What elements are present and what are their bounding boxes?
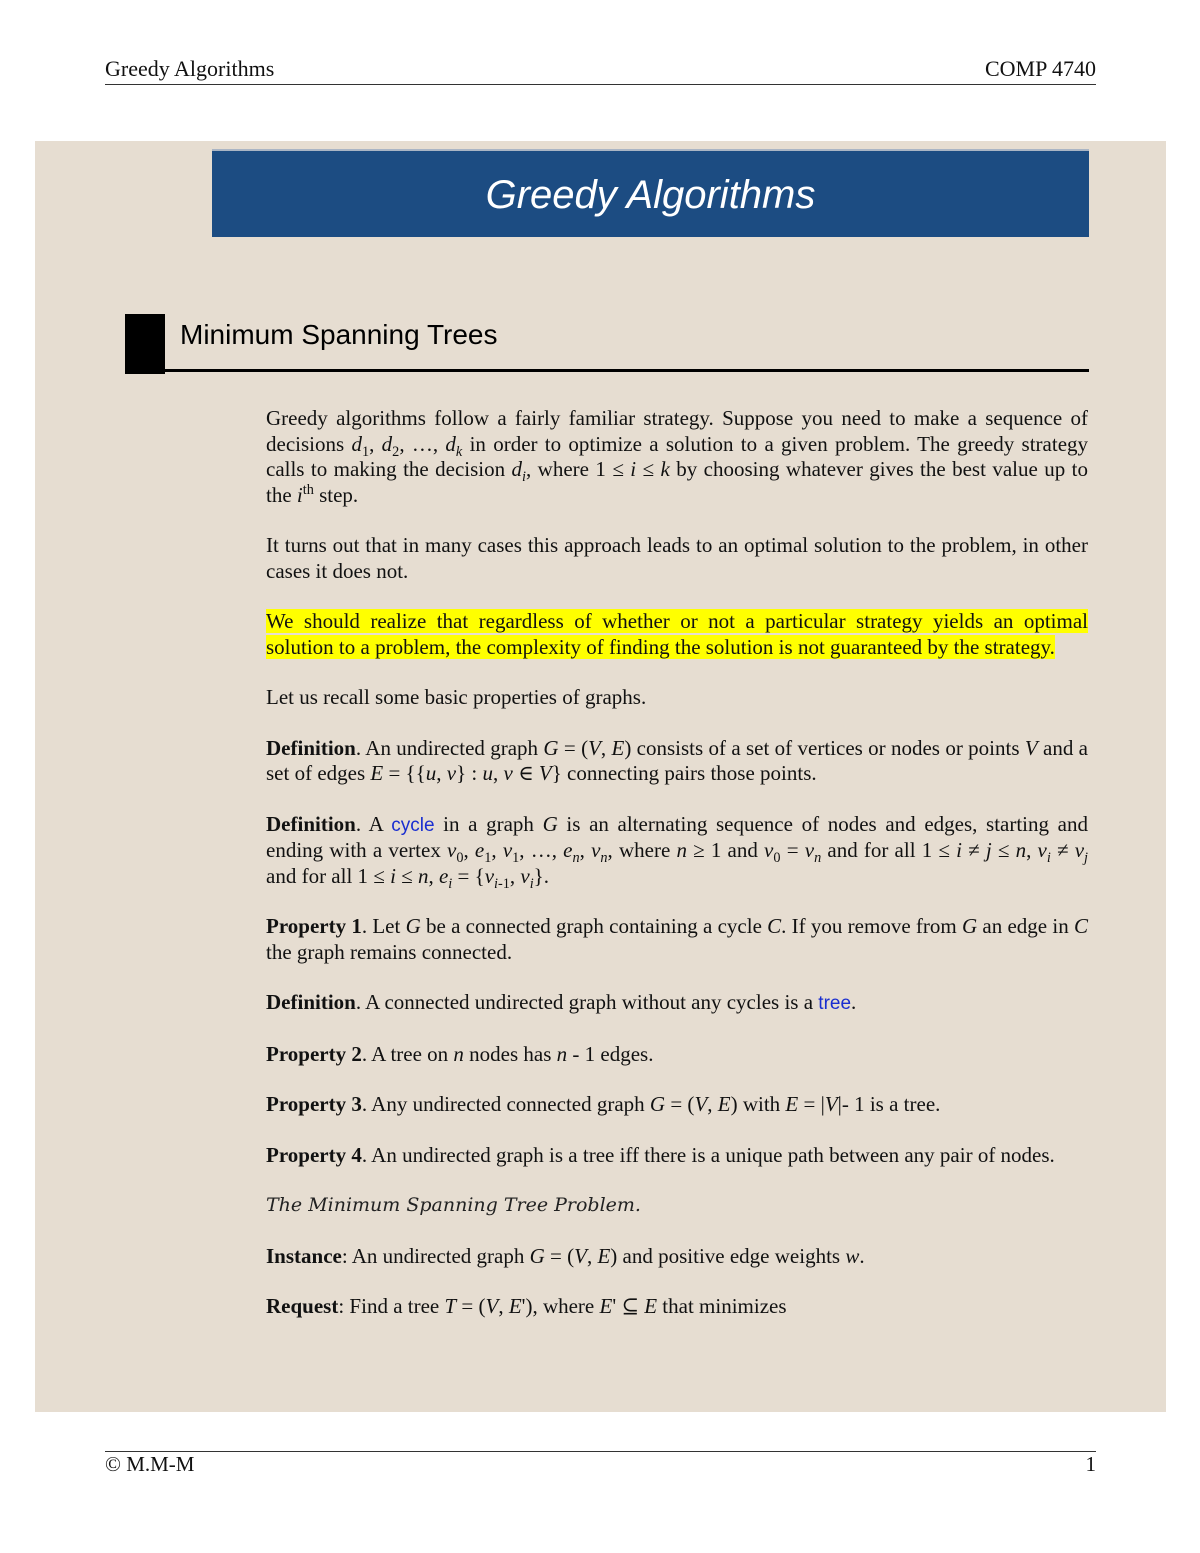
instance: Instance: An undirected graph G = (V, E) and positive edge weights w. <box>266 1243 865 1268</box>
property-3: Property 3. Any undirected connected graph G = (V, E) with E = |V|- 1 is a tree. <box>266 1092 941 1116</box>
section-rule <box>165 369 1089 372</box>
section-title: Minimum Spanning Trees <box>180 319 498 350</box>
tree-link[interactable]: tree <box>818 993 852 1014</box>
property-label: Property 2 <box>266 1041 362 1066</box>
paragraph-highlight <box>266 609 1088 660</box>
mst-problem-heading: The Minimum Spanning Tree Problem. <box>266 1194 641 1216</box>
request-label: Request <box>266 1294 339 1318</box>
paragraph-recall: Let us recall some basic properties of graphs. <box>266 685 647 709</box>
header-course: COMP 4740 <box>984 56 1096 81</box>
page-title: Greedy Algorithms <box>485 173 816 217</box>
page-panel <box>35 141 1166 1412</box>
running-header <box>105 56 1096 85</box>
request: Request: Find a tree T = (V, E'), where E' ⊆ E that minimizes <box>266 1294 787 1318</box>
property-label: Property 1 <box>266 914 362 938</box>
section-marker <box>125 314 165 374</box>
header-title: Greedy Algorithms <box>105 56 275 81</box>
page-number: 1 <box>1085 1452 1096 1476</box>
instance-label: Instance <box>266 1243 342 1268</box>
definition-label: Definition <box>266 811 356 836</box>
highlighted-text: We should realize that regardless of whether or not a particular strategy yields an optimal solution to a problem, the complexity of finding the solution is not guaranteed by the strategy. <box>266 609 1088 659</box>
property-2: Property 2. A tree on n nodes has n - 1 edges. <box>266 1041 654 1066</box>
property-4: Property 4. An undirected graph is a tree iff there is a unique path between any pair of nodes. <box>266 1142 1055 1167</box>
definition-label: Definition <box>266 735 356 760</box>
body-content <box>266 406 1088 1345</box>
paragraph-intro: Greedy algorithms follow a fairly familiar strategy. Suppose you need to make a sequence of decisions $d_1$, $d_2$, …, $d_k$ in order to optimize a solution to a given problem. The greedy strategy calls to making the decision $d_i$, where 1 ≤ i ≤ k by choosing whatever gives the best value up to the $i^{th}$ step. <box>266 406 1089 507</box>
page-footer <box>105 1451 1096 1476</box>
property-label: Property 3 <box>266 1092 362 1116</box>
definition-cycle: Definition. A cycle in a graph G is an alternating sequence of nodes and edges, starting and ending with a vertex $v_0$, $e_1$, $v_1$, …, $e_n$, $v_n$, where n ≥ 1 and $v_0 = v_n$ and for all 1 ≤ i ≠ j ≤ n, $v_i \ne v_j$ and for all 1 ≤ i ≤ n, $e_i = \{v_{i-1}$, $v_i$}. <box>266 811 1089 892</box>
cycle-link[interactable]: cycle <box>391 814 435 836</box>
definition-tree: Definition. A connected undirected graph without any cycles is a tree. <box>266 990 857 1014</box>
definition-graph: Definition. An undirected graph G = (V, E) consists of a set of vertices or nodes or points V and a set of edges E = {{u, v} : u, v ∈ V} connecting pairs those points. <box>266 735 1088 785</box>
footer-copyright: © M.M-M <box>105 1452 195 1476</box>
property-label: Property 4 <box>266 1142 362 1167</box>
definition-label: Definition <box>266 990 356 1014</box>
property-1: Property 1. Let G be a connected graph containing a cycle C. If you remove from G an edge in C the graph remains connected. <box>266 914 1088 964</box>
title-banner <box>212 149 1089 237</box>
paragraph-optimal: It turns out that in many cases this approach leads to an optimal solution to the problem, in other cases it does not. <box>266 533 1088 583</box>
